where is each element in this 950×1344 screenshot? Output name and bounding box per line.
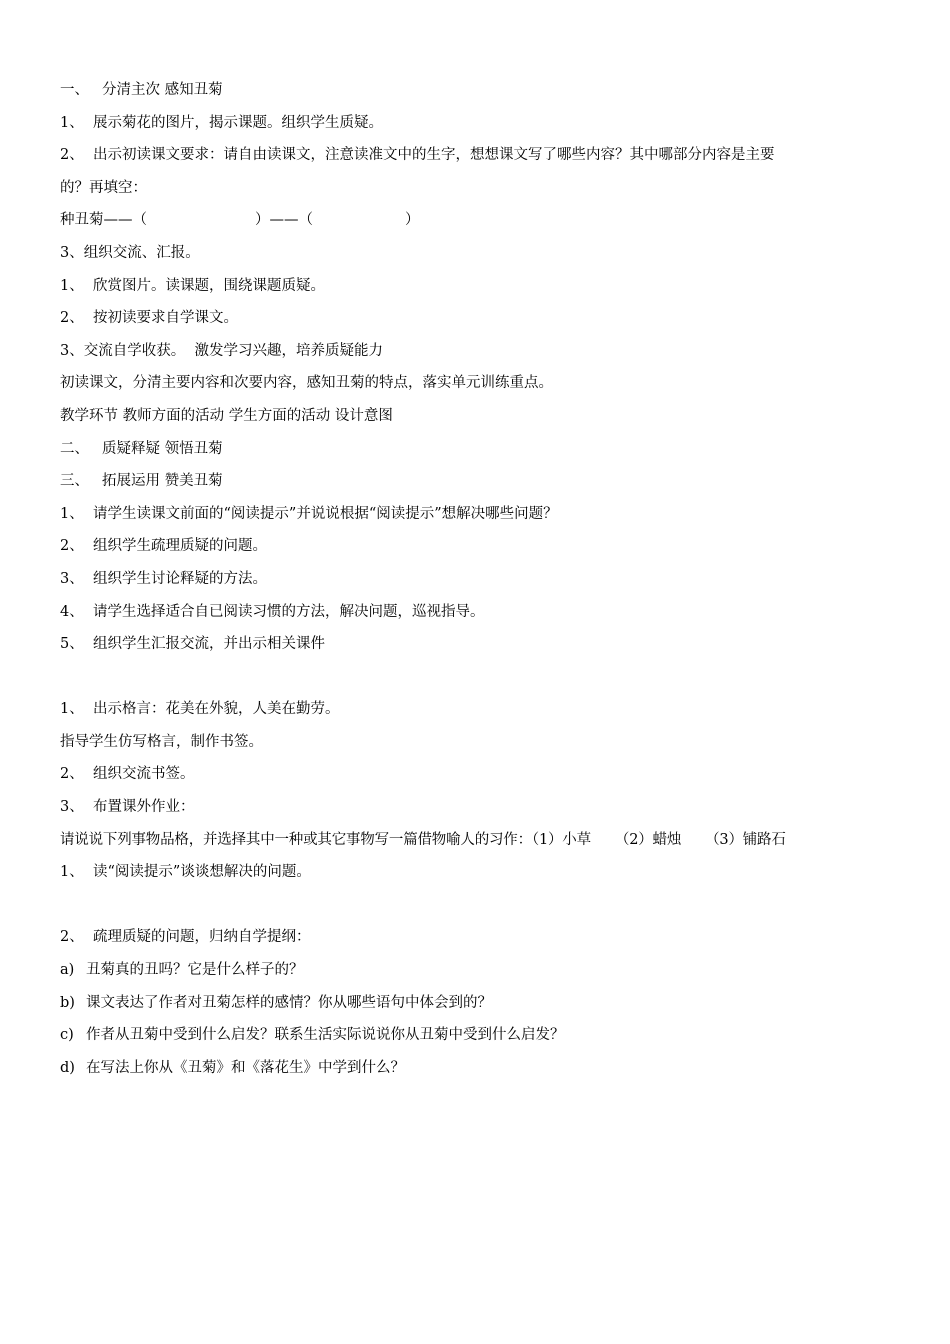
list-item [60,856,900,889]
outline-item [60,954,900,987]
item-text: 展示菊花的图片，揭示课题。组织学生质疑。 [93,114,383,131]
item-text: 的？再填空： [60,179,147,196]
blank-line [60,889,900,922]
item-letter: c) [60,1027,74,1044]
blank-suffix: ） [405,212,420,229]
list-item [60,302,900,335]
list-item [60,107,900,140]
list-item [60,596,900,629]
section-heading-2 [60,433,900,466]
item-number: 1、 [60,864,84,881]
homework-option-1: （1）小草 [531,831,591,848]
paragraph [60,367,900,400]
item-number: 2、 [60,147,84,164]
item-number: 1、 [60,701,84,718]
list-item [60,498,900,531]
list-item [60,563,900,596]
item-number: 5、 [60,636,84,653]
item-text: 按初读要求自学课文。 [93,310,238,327]
item-text: 请学生读课文前面的“阅读提示”并说说根据“阅读提示”想解决哪些问题？ [93,505,558,522]
item-number: 2、 [60,538,84,555]
list-item [60,758,900,791]
item-text: 在写法上你从《丑菊》和《落花生》中学到什么？ [86,1059,405,1076]
section-number: 一、 [60,82,89,98]
outline-item [60,1019,900,1052]
table-header-line [60,400,900,433]
item-number: 1、 [60,114,84,131]
item-text: 组织学生汇报交流，并出示相关课件 [93,636,325,653]
section-title: 拓展运用 赞美丑菊 [102,473,223,490]
outline-item [60,1052,900,1085]
item-letter: b) [60,994,75,1011]
list-item [60,139,900,172]
document-body [60,74,900,1084]
item-number: 1、 [60,505,84,522]
list-item [60,921,900,954]
paragraph [60,726,900,759]
section-heading-1 [60,74,900,107]
list-item [60,791,900,824]
item-text: 读“阅读提示”谈谈想解决的问题。 [93,864,311,881]
item-text: 疏理质疑的问题，归纳自学提纲： [93,929,311,946]
item-text: 作者从丑菊中受到什么启发？联系生活实际说说你从丑菊中受到什么启发？ [86,1027,565,1044]
list-item [60,237,900,270]
item-text: 丑菊真的丑吗？它是什么样子的？ [86,962,304,979]
blank-prefix: 种丑菊——（ [60,212,147,229]
item-number: 3、 [60,570,84,587]
item-text: 出示格言：花美在外貌，人美在勤劳。 [93,701,340,718]
blank-middle: ）——（ [255,212,313,229]
blank-line [60,661,900,694]
item-number: 4、 [60,603,84,620]
item-text: 教学环节 教师方面的活动 学生方面的活动 设计意图 [60,407,393,424]
fill-in-blank-row [60,204,900,237]
item-text: 请学生选择适合自已阅读习惯的方法，解决问题，巡视指导。 [93,603,485,620]
homework-option-2: （2）蜡烛 [614,831,682,848]
item-text: 组织学生讨论释疑的方法。 [93,570,267,587]
list-item [60,335,900,368]
list-item [60,270,900,303]
item-letter: d) [60,1059,75,1076]
outline-item [60,987,900,1020]
section-number: 二、 [60,440,89,457]
section-heading-3 [60,465,900,498]
list-item [60,628,900,661]
homework-line [60,824,900,857]
item-number: 2、 [60,310,84,327]
item-text: 课文表达了作者对丑菊怎样的感情？你从哪些语句中体会到的？ [86,994,492,1011]
list-item [60,530,900,563]
item-text: 初读课文，分清主要内容和次要内容，感知丑菊的特点，落实单元训练重点。 [60,375,553,392]
item-text: 组织学生疏理质疑的问题。 [93,538,267,555]
item-text: 3、交流自学收获。 激发学习兴趣，培养质疑能力 [60,342,383,359]
item-text: 请说说下列事物品格，并选择其中一种或其它事物写一篇借物喻人的习作： [60,831,532,848]
item-text: 指导学生仿写格言，制作书签。 [60,733,263,750]
item-text: 布置课外作业： [93,799,195,816]
paragraph-continuation [60,172,900,205]
section-number: 三、 [60,473,89,490]
item-text: 3、组织交流、汇报。 [60,244,200,261]
section-title: 分清主次 感知丑菊 [102,82,223,98]
item-text: 欣赏图片。读课题，围绕课题质疑。 [93,277,325,294]
homework-option-3: （3）铺路石 [705,831,786,848]
item-text: 出示初读课文要求：请自由读课文，注意读准文中的生字，想想课文写了哪些内容？其中哪部分内容是主要 [93,147,775,164]
item-letter: a) [60,962,75,979]
item-number: 2、 [60,766,84,783]
item-number: 2、 [60,929,84,946]
item-number: 3、 [60,799,84,816]
list-item [60,693,900,726]
section-title: 质疑释疑 领悟丑菊 [102,440,223,457]
item-text: 组织交流书签。 [93,766,195,783]
item-number: 1、 [60,277,84,294]
